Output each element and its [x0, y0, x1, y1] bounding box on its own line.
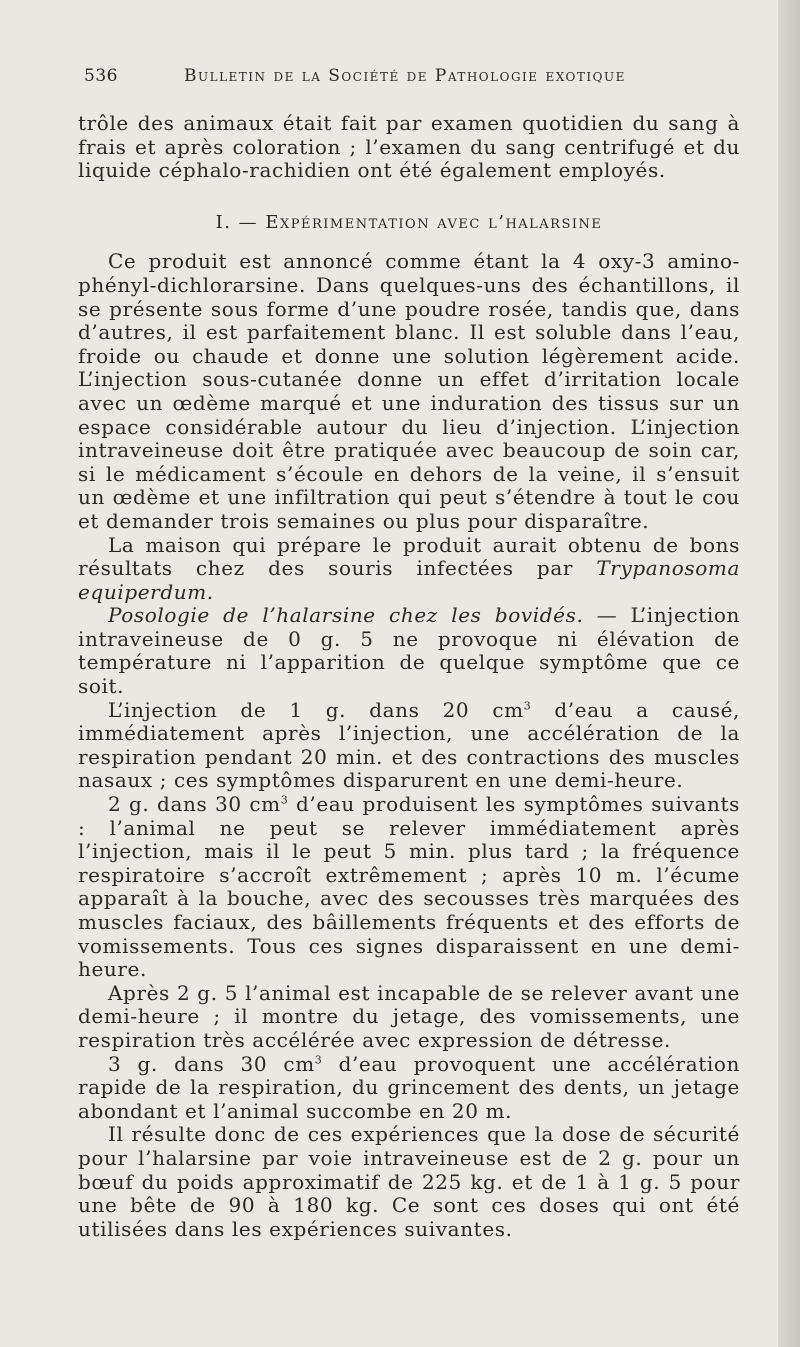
superscript: 3 — [314, 1052, 323, 1066]
paragraph-text: d’eau a causé, immédiatement après l’injection, une accélération de la respiration pendant 20 min. et des contractions des muscles nasaux ; ces symptômes disparurent en une demi-heure. — [78, 697, 740, 793]
paragraph-mouse-results — [78, 534, 740, 605]
paragraph-text: — L’injection intraveineuse de 0 g. 5 ne provoque ni élévation de température ni l’apparition de quelque symptôme que ce soit. — [78, 603, 740, 699]
section-title: I. — Expérimentation avec l’halarsine — [215, 211, 603, 233]
page-edge — [778, 0, 800, 1347]
paragraph-dose-2-5g: Après 2 g. 5 l’animal est incapable de se relever avant une demi-heure ; il montre du jetage, des vomissements, une respiration très accélérée avec expression de détresse. — [78, 980, 740, 1052]
superscript: 3 — [280, 793, 289, 807]
species-name: Trypanosoma equiperdum. — [78, 556, 740, 604]
paragraph-text: d’eau provoquent une accélération rapide de la respiration, du grincement des dents, un jetage abondant et l’animal succombe en 20 m. — [78, 1051, 740, 1123]
paragraph-text: L’injection de 1 g. dans 20 cm — [108, 697, 524, 722]
running-title: Bulletin de la Société de Pathologie exotique — [184, 66, 626, 86]
paragraph-conclusion: Il résulte donc de ces expériences que la dose de sécurité pour l’halarsine par voie intraveineuse est de 2 g. pour un bœuf du poids approximatif de 225 kg. et de 1 à 1 g. 5 pour une bête de 90 à 180 kg. Ce sont ces doses qui ont été utilisées dans les expériences suivantes. — [78, 1122, 740, 1241]
superscript: 3 — [523, 699, 532, 712]
paragraph-continuation: trôle des animaux était fait par examen quotidien du sang à frais et après coloration ; l’examen du sang centrifugé et du liquide céphalo-rachidien ont été également employés. — [78, 111, 740, 183]
body-text — [78, 112, 740, 1241]
paragraph-product-description: Ce produit est annoncé comme étant la 4 oxy-3 amino-phényl-dichlorarsine. Dans quelques-uns des échantillons, il se présente sous forme d’une poudre rosée, tandis que, dans d’autres, il est parfaitement blanc. Il est soluble dans l’eau, froide ou chaude et donne une solution légèrement acide. L’injection sous-cutanée donne un effet d’irritation locale avec un œdème marqué et une induration des tissus sur un espace considérable autour du lieu d’injection. L’injection intraveineuse doit être pratiquée avec beaucoup de soin car, si le médicament s’écoule en dehors de la veine, il s’ensuit un œdème et une infiltration qui peut s’étendre à tout le cou et demander trois semaines ou plus pour disparaître. — [78, 249, 740, 533]
paragraph-text: La maison qui prépare le produit aurait obtenu de bons résultats chez des souris infectées par — [78, 532, 740, 581]
paragraph-dose-2g — [78, 793, 740, 982]
page-number: 536 — [84, 66, 118, 86]
paragraph-dose-1g — [78, 699, 740, 793]
paragraph-dose-3g — [78, 1053, 740, 1124]
paragraph-text: d’eau produisent les symptômes suivants : l’animal ne peut se relever immédiatement après l’injection, mais il le peut 5 min. plus tard ; la fréquence respiratoire s’accroît extrêmement ; après 10 m. l’écume apparaît à la bouche, avec des secousses très marquées des muscles faciaux, des bâillements fréquents et des efforts de vomissements. Tous ces signes disparaissent en une demi-heure. — [78, 792, 740, 982]
paragraph-text: 2 g. dans 30 cm — [108, 792, 281, 817]
subsection-heading: Posologie de l’halarsine chez les bovidés. — [108, 603, 584, 628]
paragraph-text: 3 g. dans 30 cm — [108, 1051, 315, 1076]
paragraph-posology — [78, 604, 740, 698]
